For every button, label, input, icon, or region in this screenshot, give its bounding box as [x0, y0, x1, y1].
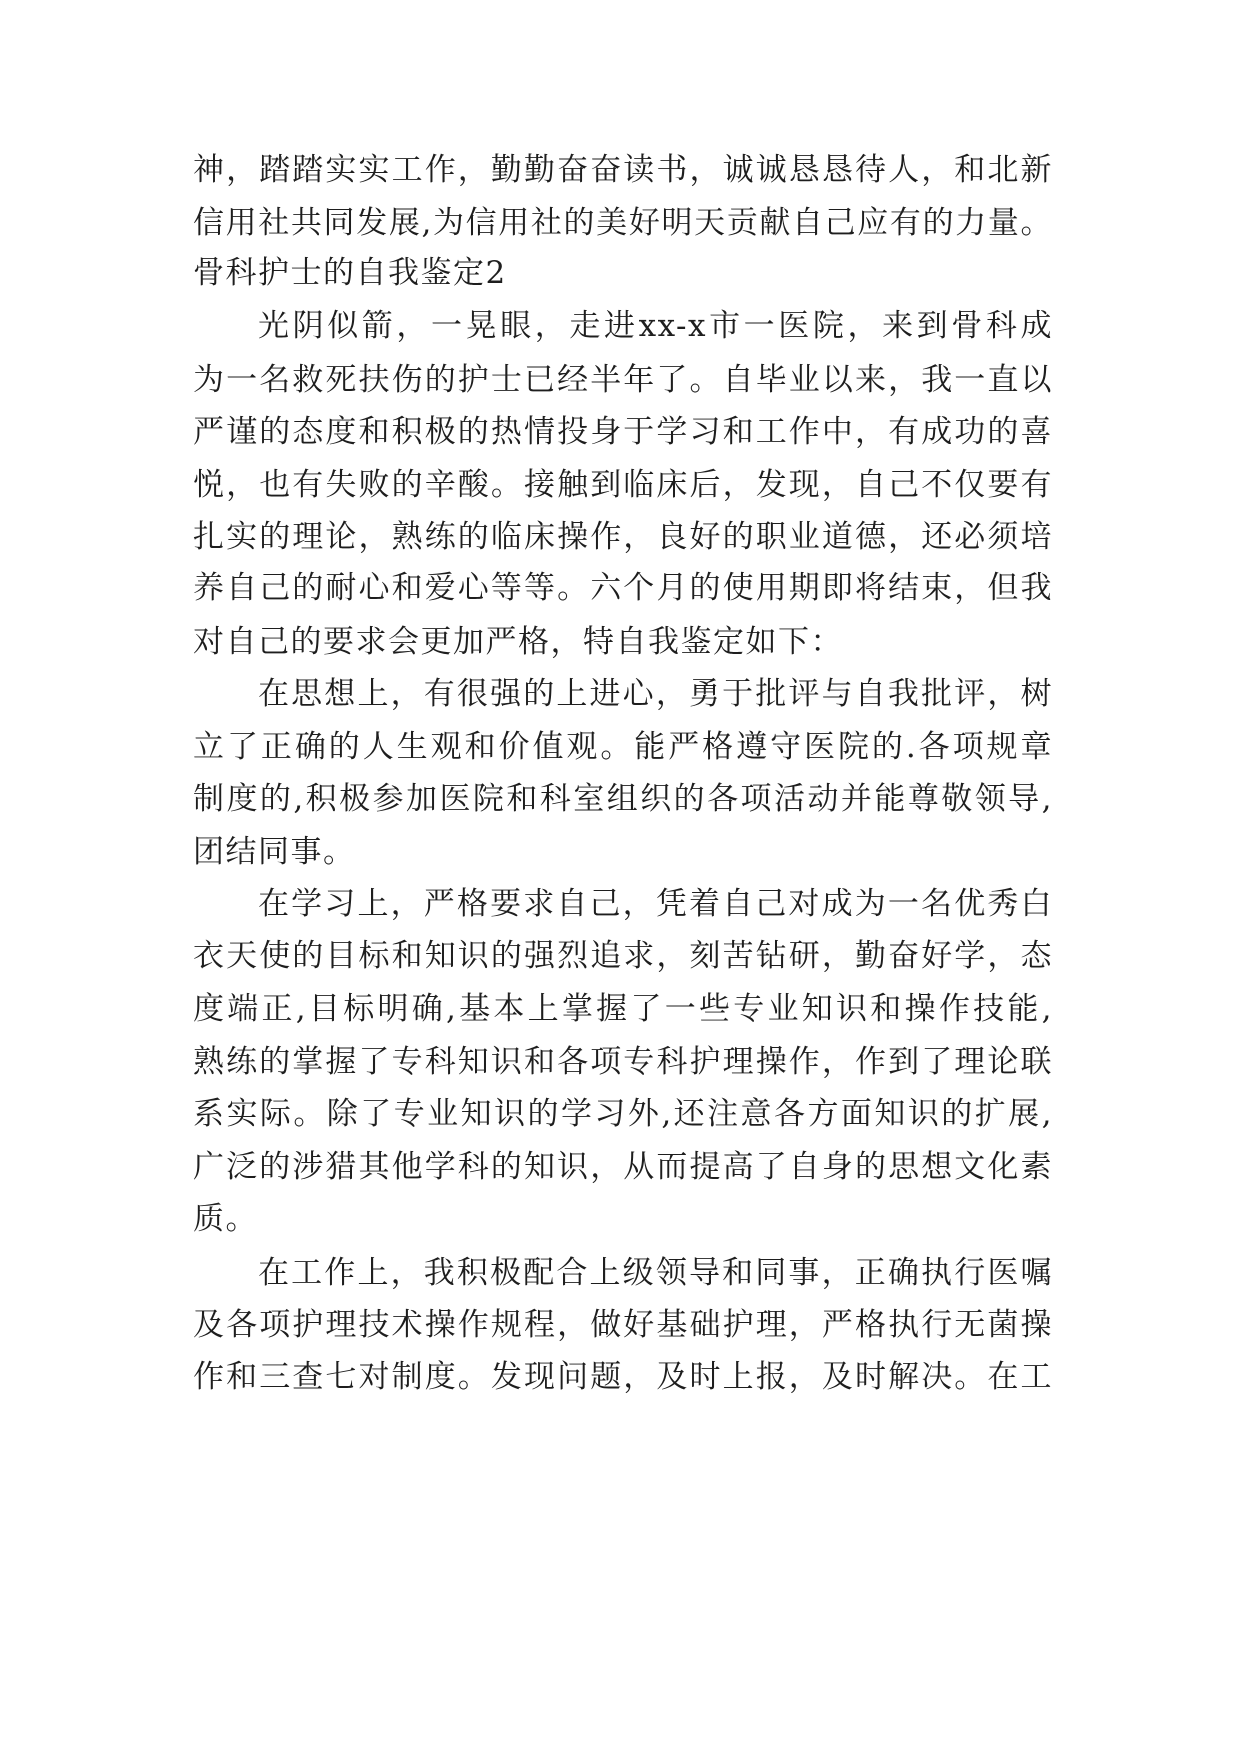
text-line: 扎实的理论，熟练的临床操作，良好的职业道德，还必须培: [193, 519, 1053, 555]
text-line: 养自己的耐心和爱心等等。六个月的使用期即将结束，但我: [193, 570, 1053, 606]
text-line: 悦，也有失败的辛酸。接触到临床后，发现，自己不仅要有: [193, 467, 1053, 503]
text-line: 质。: [193, 1201, 258, 1237]
text-line: 立了正确的人生观和价值观。能严格遵守医院的.各项规章: [193, 729, 1053, 765]
text-line: 严谨的态度和积极的热情投身于学习和工作中，有成功的喜: [193, 414, 1053, 450]
text-line: 为一名救死扶伤的护士已经半年了。自毕业以来，我一直以: [193, 362, 1053, 398]
text-line: 神，踏踏实实工作，勤勤奋奋读书，诚诚恳恳待人，和北新: [193, 152, 1053, 188]
text-line: 对自己的要求会更加严格，特自我鉴定如下：: [193, 624, 843, 660]
text-line: 系实际。除了专业知识的学习外,还注意各方面知识的扩展,: [193, 1096, 1053, 1132]
text-line: 作和三查七对制度。发现问题，及时上报，及时解决。在工: [193, 1359, 1053, 1395]
text-line: 衣天使的目标和知识的强烈追求，刻苦钻研，勤奋好学，态: [193, 938, 1053, 974]
section-heading: 骨科护士的自我鉴定2: [193, 255, 507, 291]
text-line: 度端正,目标明确,基本上掌握了一些专业知识和操作技能,: [193, 991, 1053, 1027]
text-line: 团结同事。: [193, 834, 356, 870]
text-line: 广泛的涉猎其他学科的知识，从而提高了自身的思想文化素: [193, 1149, 1053, 1185]
paragraph-first-line: 在工作上，我积极配合上级领导和同事，正确执行医嘱: [258, 1255, 1053, 1291]
paragraph-first-line: 在思想上，有很强的上进心，勇于批评与自我批评，树: [258, 676, 1053, 712]
text-line: 制度的,积极参加医院和科室组织的各项活动并能尊敬领导,: [193, 781, 1053, 817]
text-line: 熟练的掌握了专科知识和各项专科护理操作，作到了理论联: [193, 1044, 1053, 1080]
text-line: 及各项护理技术操作规程，做好基础护理，严格执行无菌操: [193, 1307, 1053, 1343]
paragraph-first-line: 光阴似箭，一晃眼，走进xx-x市一医院，来到骨科成: [258, 308, 1053, 344]
paragraph-first-line: 在学习上，严格要求自己，凭着自己对成为一名优秀白: [258, 886, 1053, 922]
text-line: 信用社共同发展,为信用社的美好明天贡献自己应有的力量。: [193, 205, 1053, 241]
